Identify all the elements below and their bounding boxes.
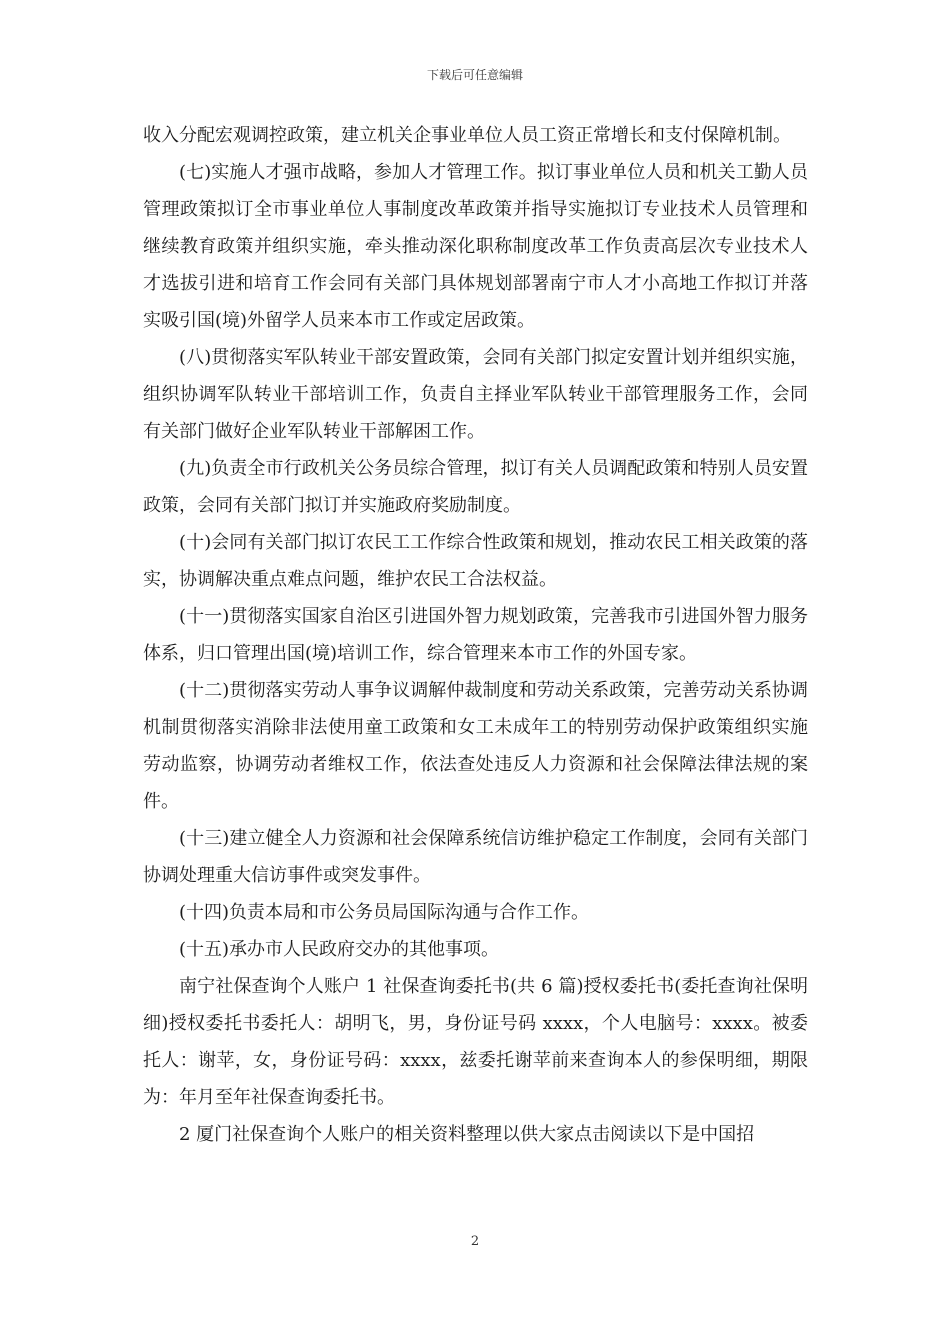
paragraph-9: (十四)负责本局和市公务员局国际沟通与合作工作。 — [179, 902, 590, 923]
paragraph-1: 收入分配宏观调控政策，建立机关企事业单位人员工资正常增长和支付保障机制。 — [143, 125, 791, 146]
paragraph-6: (十一)贯彻落实国家自治区引进国外智力规划政策，完善我市引进国外智力服务体系，归口管理出国(境)培训工作，综合管理来本市工作的外国专家。 — [143, 606, 808, 664]
paragraph-8: (十三)建立健全人力资源和社会保障系统信访维护稳定工作制度，会同有关部门协调处理重大信访事件或突发事件。 — [143, 828, 808, 886]
paragraph-2: (七)实施人才强市战略，参加人才管理工作。拟订事业单位人员和机关工勤人员管理政策拟订全市事业单位人事制度改革政策并指导实施拟订专业技术人员管理和继续教育政策并组织实施，牵头推动深化职称制度改革工作负责高层次专业技术人才选拔引进和培育工作会同有关部门具体规划部署南宁市人才小高地工作拟订并落实吸引国(境)外留学人员来本市工作或定居政策。 — [143, 162, 808, 331]
paragraph-10: (十五)承办市人民政府交办的其他事项。 — [179, 939, 500, 960]
paragraph-5: (十)会同有关部门拟订农民工工作综合性政策和规划，推动农民工相关政策的落实，协调解决重点难点问题，维护农民工合法权益。 — [143, 532, 808, 590]
paragraph-12: 2 厦门社保查询个人账户的相关资料整理以供大家点击阅读以下是中国招 — [179, 1124, 755, 1145]
document-body — [143, 117, 808, 1153]
paragraph-7: (十二)贯彻落实劳动人事争议调解仲裁制度和劳动关系政策，完善劳动关系协调机制贯彻落实消除非法使用童工政策和女工未成年工的特别劳动保护政策组织实施劳动监察，协调劳动者维权工作，依法查处违反人力资源和社会保障法律法规的案件。 — [143, 680, 808, 812]
paragraph-11: 南宁社保查询个人账户 1 社保查询委托书(共 6 篇)授权委托书(委托查询社保明细)授权委托书委托人：胡明飞，男，身份证号码 xxxx，个人电脑号：xxxx。被委托人：谢苹，女，身份证号码：xxxx，兹委托谢苹前来查询本人的参保明细，期限为：年月至年社保查询委托书。 — [143, 976, 808, 1108]
paragraph-4: (九)负责全市行政机关公务员综合管理，拟订有关人员调配政策和特别人员安置政策，会同有关部门拟订并实施政府奖励制度。 — [143, 458, 808, 516]
page-number: 2 — [470, 1234, 480, 1249]
paragraph-3: (八)贯彻落实军队转业干部安置政策，会同有关部门拟定安置计划并组织实施，组织协调军队转业干部培训工作，负责自主择业军队转业干部管理服务工作，会同有关部门做好企业军队转业干部解困工作。 — [143, 347, 808, 442]
page-header: 下载后可任意编辑 — [426, 68, 523, 82]
